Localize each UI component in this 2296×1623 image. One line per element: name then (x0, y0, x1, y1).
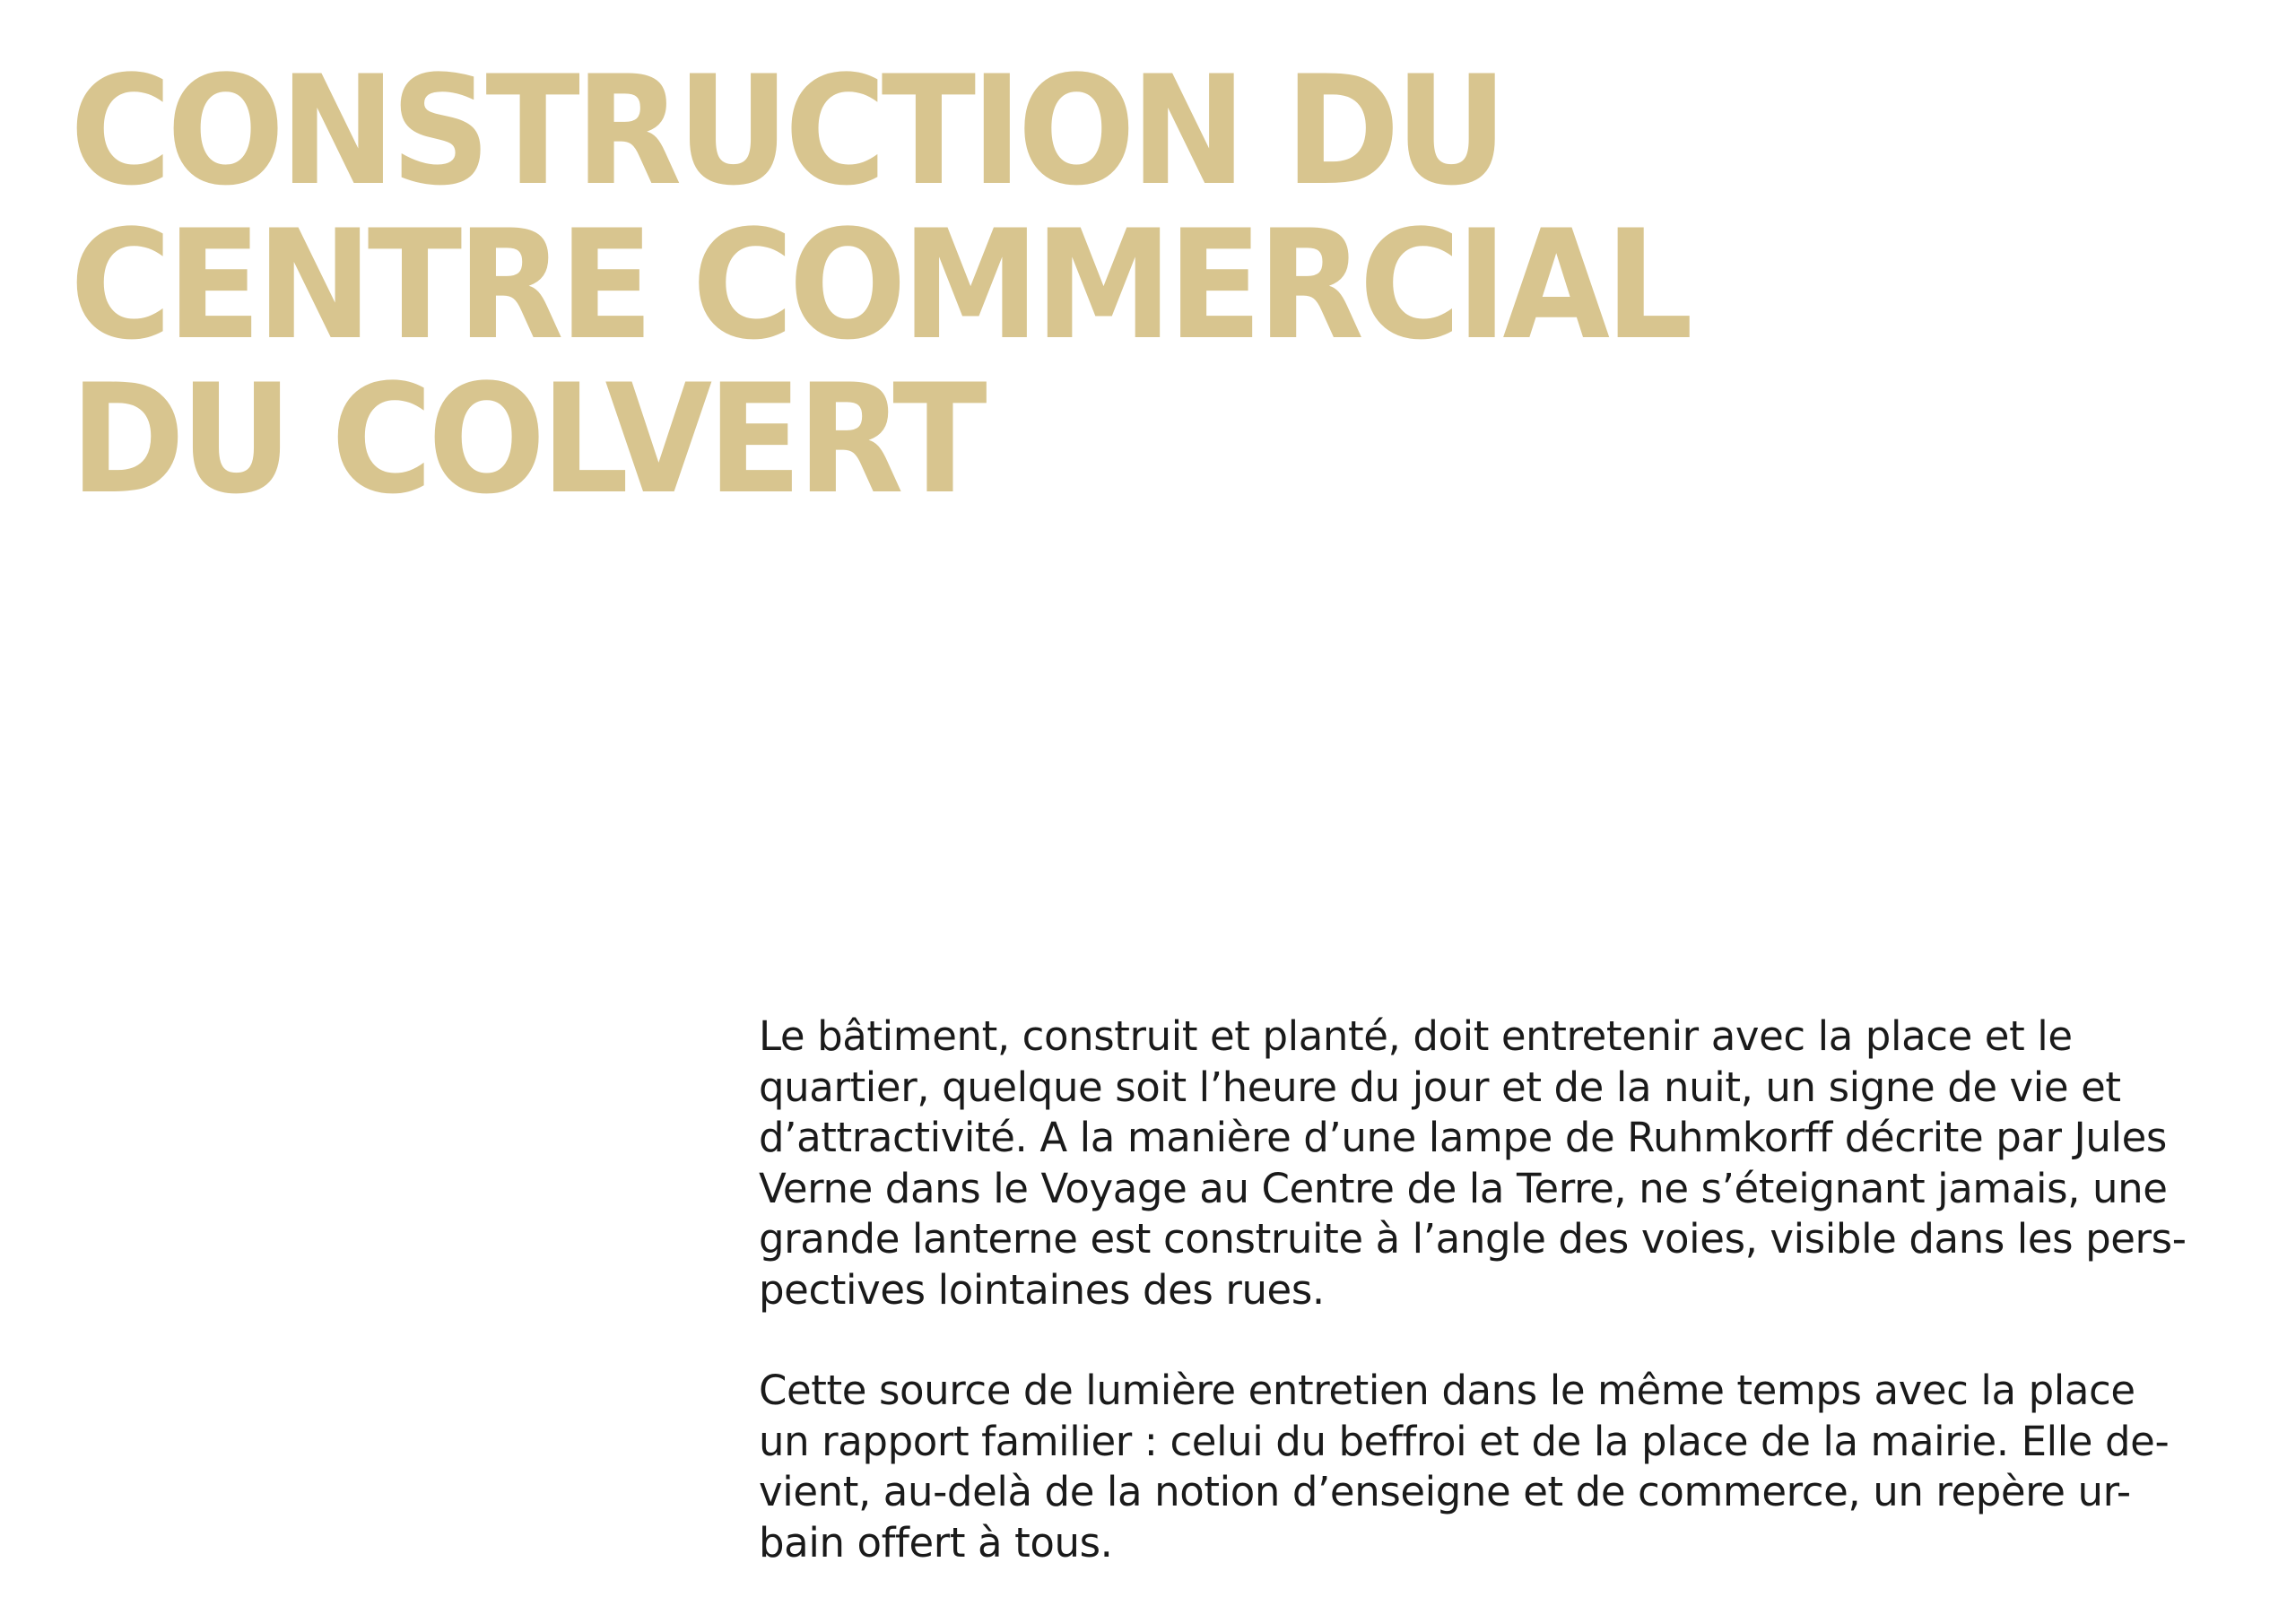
body-text (759, 1011, 2248, 1568)
text-line: quartier, quelque soit l’heure du jour et de la nuit, un signe de vie et (759, 1063, 2121, 1111)
text-line: grande lanterne est construite à l’angle des voies, visible dans les pers- (759, 1215, 2187, 1263)
text-line: Verne dans le Voyage au Centre de la Terre, ne s’éteignant jamais, une (759, 1164, 2168, 1212)
text-line: pectives lointaines des rues. (759, 1265, 1325, 1314)
page-title (70, 43, 1689, 527)
title-line-2: CENTRE COMMERCIAL (70, 197, 1689, 373)
paragraph-1 (759, 1011, 2248, 1315)
text-line: vient, au-delà de la notion d’enseigne et de commerce, un repère ur- (759, 1468, 2131, 1515)
paragraph-2 (759, 1366, 2248, 1568)
title-line-3: DU COLVERT (70, 352, 983, 527)
text-line: Cette source de lumière entretien dans le même temps avec la place (759, 1367, 2135, 1414)
text-line: bain offert à tous. (759, 1518, 1113, 1567)
text-line: d’attractivité. A la manière d’une lampe de Ruhmkorff décrite par Jules (759, 1114, 2167, 1161)
text-line: un rapport familier : celui du beffroi et de la place de la mairie. Elle de- (759, 1417, 2170, 1465)
text-line: Le bâtiment, construit et planté, doit entretenir avec la place et le (759, 1012, 2073, 1060)
title-line-1: CONSTRUCTION DU (70, 43, 1503, 219)
